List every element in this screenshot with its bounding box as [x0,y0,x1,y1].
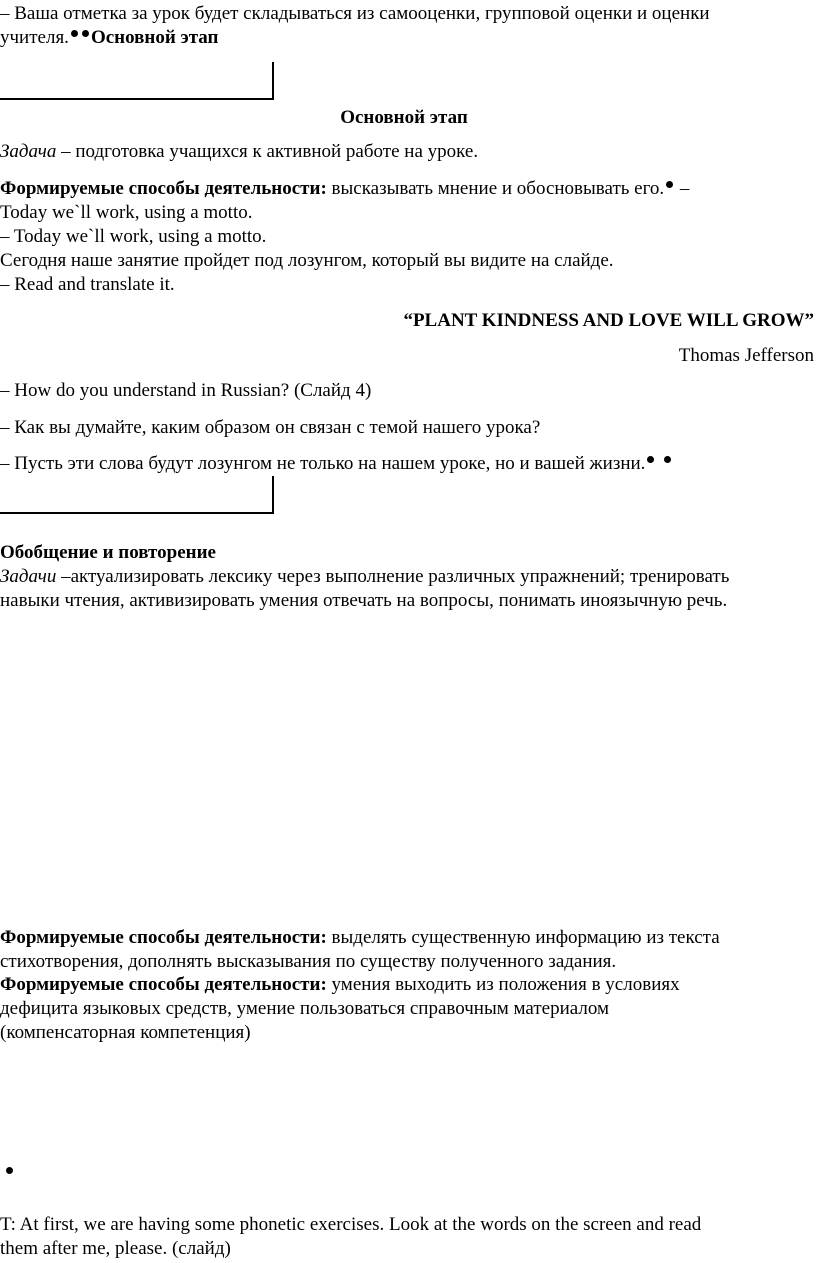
question-1: – How do you understand in Russian? (Слайд 4) [0,380,372,401]
phonetics-line-2: them after me, please. (слайд) [0,1238,231,1259]
lone-bullet [4,1163,15,1187]
review-tasks-label: Задачи [0,566,57,587]
skills-line [0,177,689,201]
empty-image-placeholder [0,62,274,100]
skills2-label-1: Формируемые способы деятельности: [0,927,327,948]
bullet-dot-icon [647,456,654,463]
today-line-1: Today we`ll work, using a motto. [0,202,253,223]
intro-stage-label: Основной этап [90,27,219,48]
skills2-text-1: выделять существенную информацию из текста [326,927,720,948]
intro-line-2-text: учителя. [0,27,69,48]
read-line: – Read and translate it. [0,274,175,295]
intro-line-1: – Ваша отметка за урок будет складываться из самооценки, групповой оценки и оценки [0,3,710,24]
slogan-line: Сегодня наше занятие пройдет под лозунгом, который вы видите на слайде. [0,250,614,271]
skills-text: высказывать мнение и обосновывать его. [326,178,665,199]
skills-label: Формируемые способы деятельности: [0,178,327,199]
bullet-dot-icon [664,456,671,463]
intro-line-2 [0,26,219,50]
motto: “PLANT KINDNESS AND LOVE WILL GROW” [403,310,814,331]
question-2: – Как вы думайте, каким образом он связан с темой нашего урока? [0,417,541,438]
review-heading: Обобщение и повторение [0,542,216,563]
phonetics-line-1: T: At first, we are having some phonetic exercises. Look at the words on the screen and read [0,1214,702,1235]
skills2-line-5: (компенсаторная компетенция) [0,1022,251,1043]
question-3-text: – Пусть эти слова будут лозунгом не только на нашем уроке, но и вашей жизни. [0,453,646,474]
task-line [0,140,478,164]
review-tasks-line-1 [0,565,729,589]
skills2-line-1 [0,926,720,950]
bullet-dot-icon [82,30,89,37]
skills2-line-4: дефицита языковых средств, умение пользоваться справочным материалом [0,998,609,1019]
review-tasks-line-2: навыки чтения, активизировать умения отвечать на вопросы, понимать иноязычную речь. [0,590,728,611]
skills-tail: – [675,178,690,199]
main-stage-heading: Основной этап [340,107,468,128]
bullet-dot-icon [71,30,78,37]
task-label: Задача [0,141,57,162]
bullet-dot-icon [6,1167,13,1174]
question-3 [0,452,673,476]
skills2-line-3 [0,973,680,997]
skills2-label-2: Формируемые способы деятельности: [0,974,327,995]
bullet-dot-icon [666,181,673,188]
task-text: – подготовка учащихся к активной работе на уроке. [56,141,479,162]
review-tasks-text: –актуализировать лексику через выполнение различных упражнений; тренировать [56,566,730,587]
today-line-2: – Today we`ll work, using a motto. [0,226,267,247]
skills2-text-2: умения выходить из положения в условиях [326,974,680,995]
motto-author: Thomas Jefferson [678,345,814,366]
empty-image-placeholder [0,476,274,514]
skills2-line-2: стихотворения, дополнять высказывания по существу полученного задания. [0,951,617,972]
